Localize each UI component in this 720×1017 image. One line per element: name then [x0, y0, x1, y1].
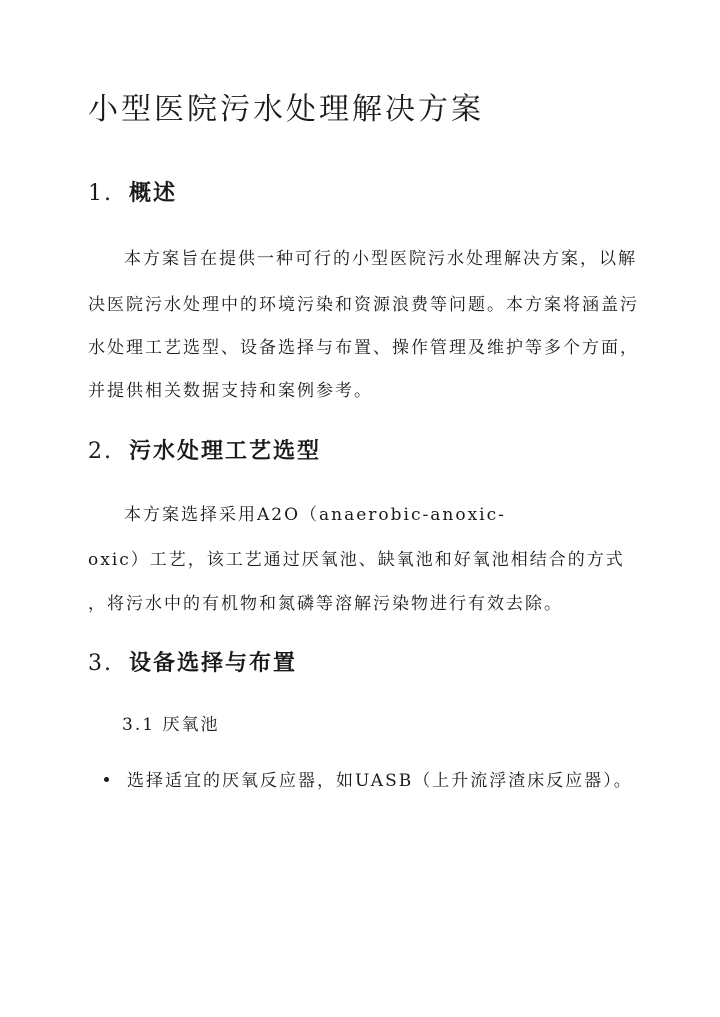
section-3-heading	[88, 646, 297, 677]
document-title: 小型医院污水处理解决方案	[88, 92, 484, 127]
bullet-icon	[104, 777, 109, 782]
list-item-text: 选择适宜的厌氧反应器，如UASB（上升流浮渣床反应器）。	[127, 771, 633, 791]
section-2-heading	[88, 434, 321, 465]
section-2-number: 2.	[88, 439, 113, 464]
section-1-line-4: 并提供相关数据支持和案例参考。	[88, 381, 373, 401]
section-1-title: 概述	[129, 180, 178, 206]
section-2-title: 污水处理工艺选型	[129, 438, 322, 464]
section-1-heading	[88, 176, 177, 207]
section-2-line-3: ，将污水中的有机物和氮磷等溶解污染物进行有效去除。	[88, 594, 563, 614]
section-1-number: 1.	[88, 181, 113, 206]
list-item	[104, 766, 633, 791]
section-2-line-1: 本方案选择采用A2O（anaerobic-anoxic-	[124, 505, 506, 525]
section-1-line-1: 本方案旨在提供一种可行的小型医院污水处理解决方案，以解	[124, 249, 637, 269]
section-1-line-3: 水处理工艺选型、设备选择与布置、操作管理及维护等多个方面，	[88, 338, 639, 358]
section-3-number: 3.	[88, 651, 113, 676]
section-2-line-2: oxic）工艺，该工艺通过厌氧池、缺氧池和好氧池相结合的方式	[88, 550, 625, 570]
subsection-3-1-heading: 3.1 厌氧池	[122, 715, 220, 735]
section-1-line-2: 决医院污水处理中的环境污染和资源浪费等问题。本方案将涵盖污	[88, 295, 639, 315]
section-3-title: 设备选择与布置	[129, 650, 298, 676]
